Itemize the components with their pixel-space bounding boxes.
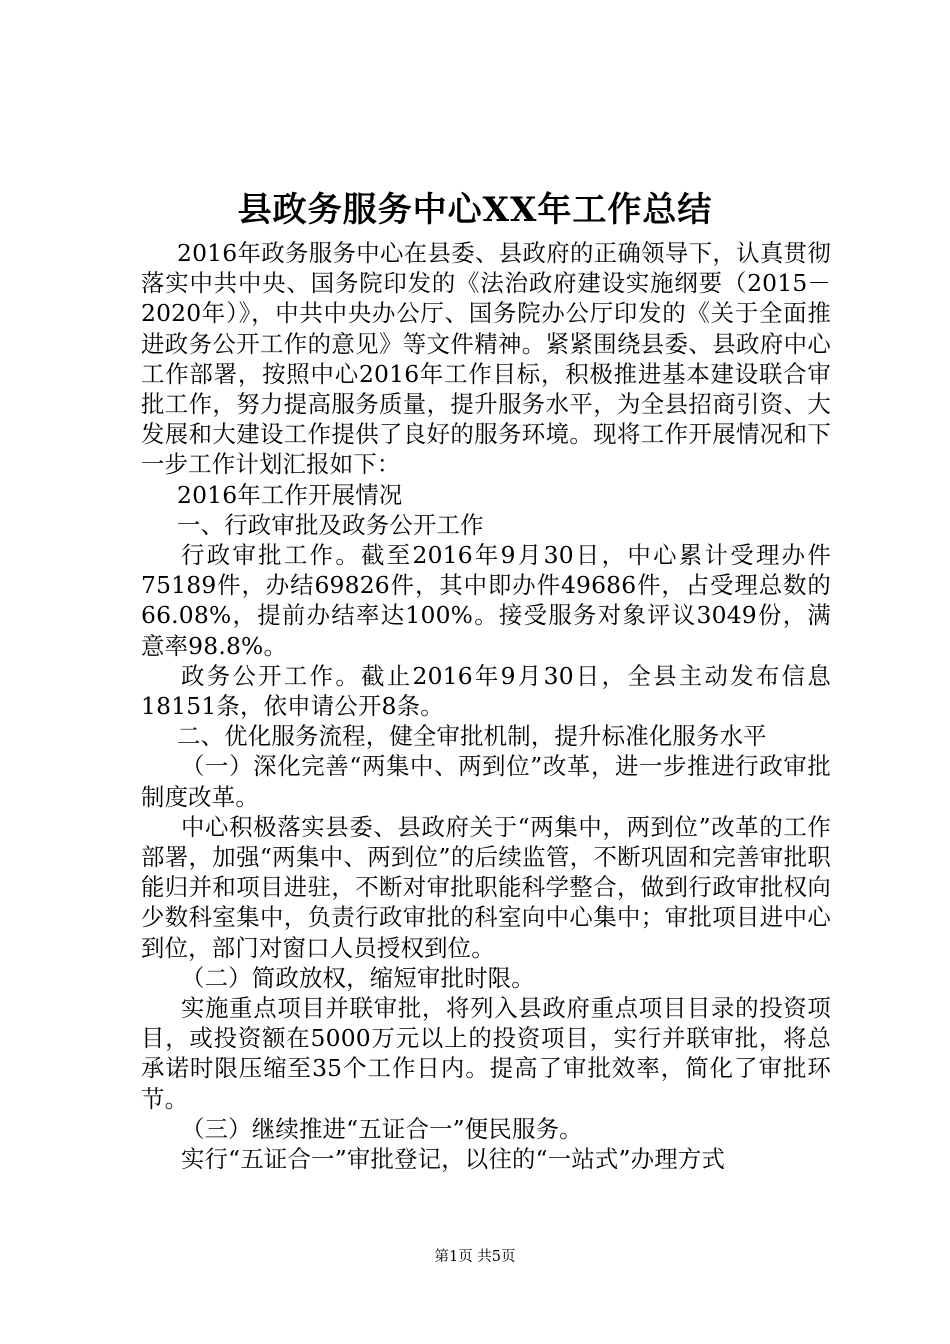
page-number: 第1页 共5页 <box>434 1249 516 1265</box>
paragraph-approval-work: 行政审批工作。截至2016年9月30日，中心累计受理办件75189件，办结69826件，其中即办件49686件，占受理总数的66.08%，提前办结率达100%。接受服务对象评议3049份，满意率98.8%。 <box>141 541 831 660</box>
paragraph-heading-section-2: 二、优化服务流程，健全审批机制，提升标准化服务水平 <box>177 722 767 751</box>
page-footer <box>0 1246 950 1268</box>
paragraph-disclosure-work: 政务公开工作。截止2016年9月30日，全县主动发布信息18151条，依申请公开8条。 <box>141 661 831 721</box>
paragraph-parallel-approval: 实施重点项目并联审批，将列入县政府重点项目目录的投资项目，或投资额在5000万元以上的投资项目，实行并联审批，将总承诺时限压缩至35个工作日内。提高了审批效率，简化了审批环节。 <box>141 994 831 1113</box>
document-body <box>141 238 831 1174</box>
paragraph-subheading-1: （一）深化完善“两集中、两到位”改革，进一步推进行政审批制度改革。 <box>141 752 831 811</box>
paragraph-five-certificates: 实行“五证合一”审批登记，以往的“一站式”办理方式 <box>181 1145 726 1174</box>
paragraph-heading-2016: 2016年工作开展情况 <box>177 480 403 509</box>
paragraph-subheading-2: （二）简政放权，缩短审批时限。 <box>181 963 535 992</box>
paragraph-reform-deployment: 中心积极落实县委、县政府关于“两集中，两到位”改革的工作部署，加强“两集中、两到位”的后续监管，不断巩固和完善审批职能归并和项目进驻，不断对审批职能科学整合，做到行政审批权向少数科室集中，负责行政审批的科室向中心集中；审批项目进中心到位，部门对窗口人员授权到位。 <box>141 812 831 962</box>
paragraph-intro: 2016年政务服务中心在县委、县政府的正确领导下，认真贯彻落实中共中央、国务院印发的《法治政府建设实施纲要（2015－2020年）》，中共中央办公厅、国务院办公厅印发的《关于全面推进政务公开工作的意见》等文件精神。紧紧围绕县委、县政府中心工作部署，按照中心2016年工作目标，积极推进基本建设联合审批工作，努力提高服务质量，提升服务水平，为全县招商引资、大发展和大建设工作提供了良好的服务环境。现将工作开展情况和下一步工作计划汇报如下： <box>141 239 831 479</box>
document-title: 县政务服务中心XX年工作总结 <box>237 190 713 230</box>
paragraph-heading-section-1: 一、行政审批及政务公开工作 <box>177 510 484 539</box>
paragraph-subheading-3: （三）继续推进“五证合一”便民服务。 <box>181 1114 583 1143</box>
